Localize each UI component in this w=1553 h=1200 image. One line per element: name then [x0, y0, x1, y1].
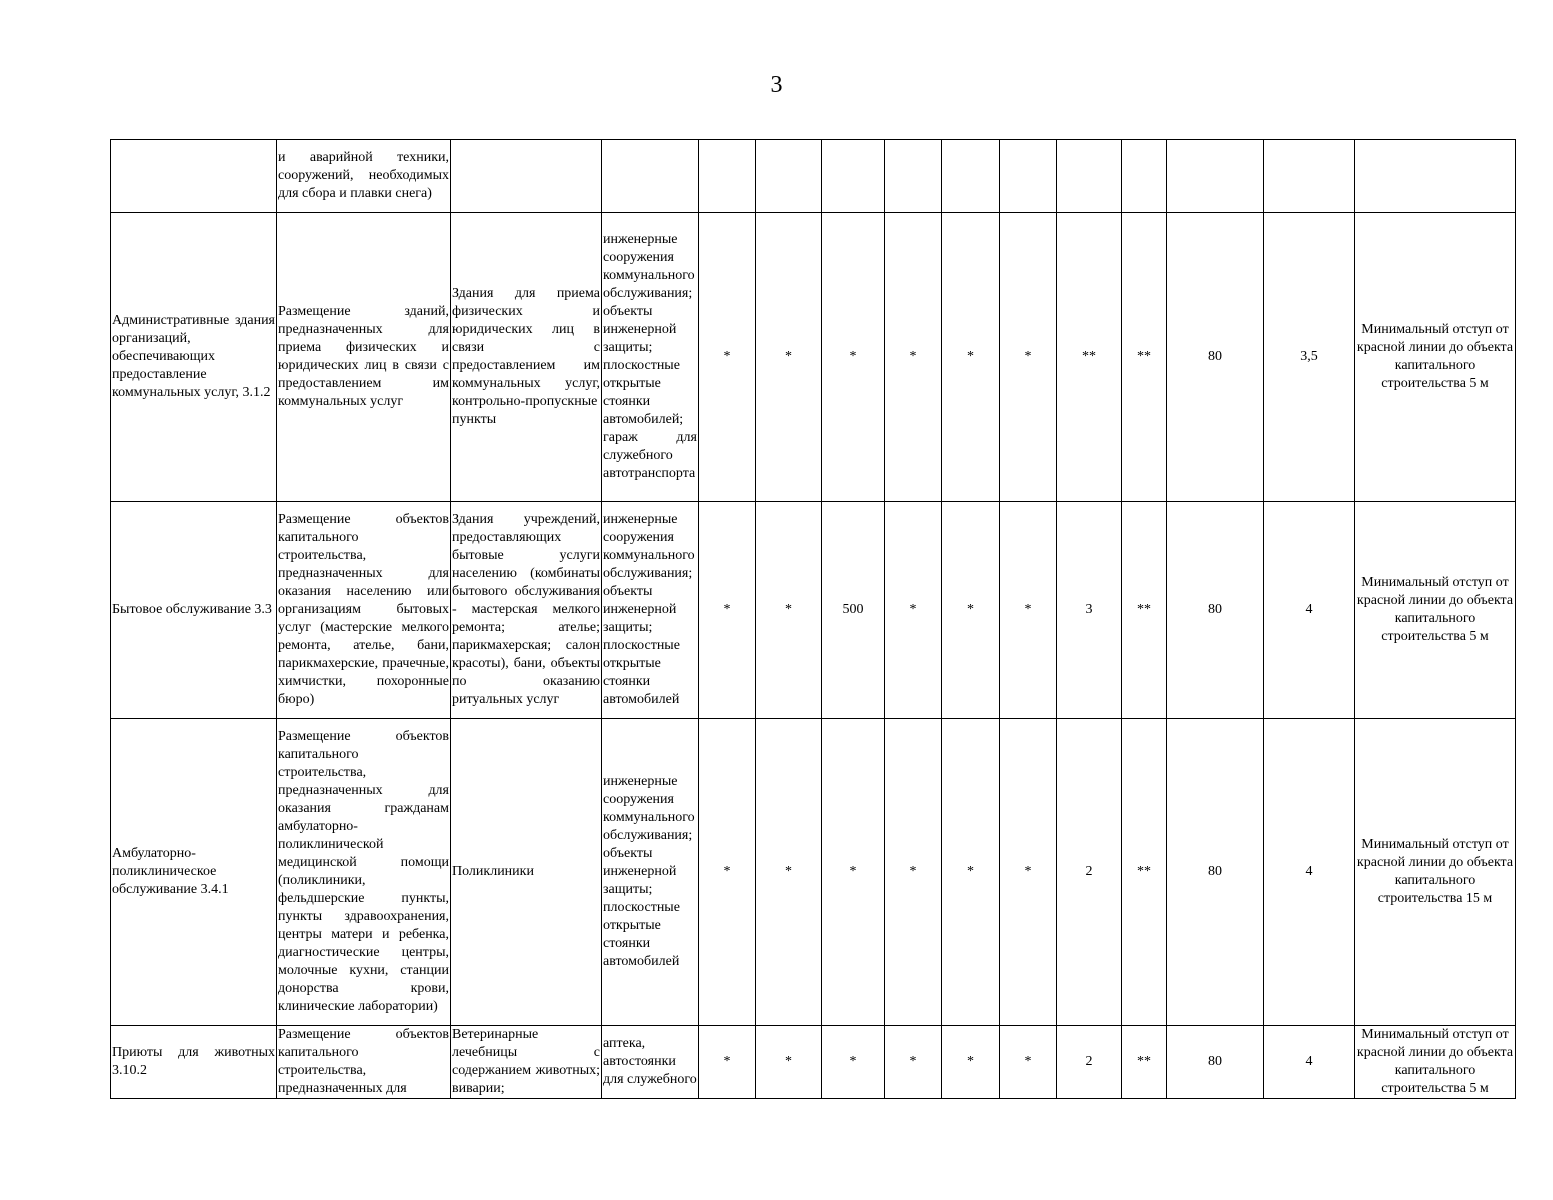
param-cell-7: 3 [1057, 502, 1122, 719]
param-cell-8: ** [1122, 502, 1167, 719]
land-use-description-cell: Размещение объектов капитального строительства, предназначенных для оказания населению или организациям бытовых услуг (мастерские мелкого ремонта, ателье, бани, парикмахерские, прачечные, химчистки, похоронные бюро) [277, 502, 451, 719]
table-row [111, 213, 1516, 502]
auxiliary-use-cell: аптека, автостоянки для служебного [602, 1026, 699, 1099]
auxiliary-use-cell: инженерные сооружения коммунального обслуживания; объекты инженерной защиты; плоскостные открытые стоянки автомобилей [602, 502, 699, 719]
param-cell-1: * [699, 719, 756, 1026]
param-cell-3: * [822, 213, 885, 502]
auxiliary-use-cell [602, 140, 699, 213]
param-cell-5: * [942, 502, 1000, 719]
main-use-cell: Поликлиники [451, 719, 602, 1026]
param-cell-5 [942, 140, 1000, 213]
param-cell-3 [822, 140, 885, 213]
param-cell-8: ** [1122, 719, 1167, 1026]
param-cell-4: * [885, 1026, 942, 1099]
land-use-name-cell: Приюты для животных 3.10.2 [111, 1026, 277, 1099]
note-cell: Минимальный отступ от красной линии до объекта капитального строительства 15 м [1355, 719, 1516, 1026]
auxiliary-use-cell: инженерные сооружения коммунального обслуживания; объекты инженерной защиты; плоскостные открытые стоянки автомобилей; гараж для служебного автотранспорта [602, 213, 699, 502]
param-cell-5: * [942, 1026, 1000, 1099]
param-cell-9: 80 [1167, 502, 1264, 719]
page-number: 3 [770, 72, 783, 98]
param-cell-9 [1167, 140, 1264, 213]
land-use-name-cell: Административные здания организаций, обеспечивающих предоставление коммунальных услуг, 3.1.2 [111, 213, 277, 502]
param-cell-1 [699, 140, 756, 213]
param-cell-4: * [885, 719, 942, 1026]
land-use-description-cell: Размещение объектов капитального строительства, предназначенных для [277, 1026, 451, 1099]
land-use-name-cell [111, 140, 277, 213]
param-cell-9: 80 [1167, 213, 1264, 502]
param-cell-8: ** [1122, 213, 1167, 502]
param-cell-9: 80 [1167, 1026, 1264, 1099]
param-cell-10: 4 [1264, 502, 1355, 719]
param-cell-3: * [822, 1026, 885, 1099]
table-row [111, 502, 1516, 719]
land-use-regulations-table [110, 139, 1516, 1099]
land-use-description-cell: Размещение объектов капитального строительства, предназначенных для оказания гражданам амбулаторно-поликлинической медицинской помощи (поликлиники, фельдшерские пункты, пункты здравоохранения, центры матери и ребенка, диагностические центры, молочные кухни, станции донорства крови, клинические лаборатории) [277, 719, 451, 1026]
note-cell: Минимальный отступ от красной линии до объекта капитального строительства 5 м [1355, 502, 1516, 719]
param-cell-7: 2 [1057, 719, 1122, 1026]
param-cell-2: * [756, 502, 822, 719]
table-row [111, 719, 1516, 1026]
param-cell-6 [1000, 140, 1057, 213]
param-cell-6: * [1000, 719, 1057, 1026]
param-cell-1: * [699, 1026, 756, 1099]
param-cell-10: 3,5 [1264, 213, 1355, 502]
param-cell-1: * [699, 213, 756, 502]
param-cell-10: 4 [1264, 1026, 1355, 1099]
param-cell-2: * [756, 719, 822, 1026]
param-cell-4: * [885, 213, 942, 502]
param-cell-7: ** [1057, 213, 1122, 502]
param-cell-5: * [942, 719, 1000, 1026]
auxiliary-use-cell: инженерные сооружения коммунального обслуживания; объекты инженерной защиты; плоскостные открытые стоянки автомобилей [602, 719, 699, 1026]
param-cell-2: * [756, 1026, 822, 1099]
main-use-cell: Здания учреждений, предоставляющих бытовые услуги населению (комбинаты бытового обслуживания - мастерская мелкого ремонта; ателье; парикмахерская; салон красоты), бани, объекты по оказанию ритуальных услуг [451, 502, 602, 719]
note-cell: Минимальный отступ от красной линии до объекта капитального строительства 5 м [1355, 1026, 1516, 1099]
land-use-description-cell: и аварийной техники, сооружений, необходимых для сбора и плавки снега) [277, 140, 451, 213]
param-cell-2 [756, 140, 822, 213]
param-cell-3: 500 [822, 502, 885, 719]
param-cell-6: * [1000, 1026, 1057, 1099]
land-use-name-cell: Амбулаторно-поликлиническое обслуживание 3.4.1 [111, 719, 277, 1026]
table-row [111, 1026, 1516, 1099]
main-use-cell: Ветеринарные лечебницы с содержанием животных; виварии; [451, 1026, 602, 1099]
param-cell-10: 4 [1264, 719, 1355, 1026]
land-use-name-cell: Бытовое обслуживание 3.3 [111, 502, 277, 719]
param-cell-5: * [942, 213, 1000, 502]
param-cell-3: * [822, 719, 885, 1026]
param-cell-4 [885, 140, 942, 213]
param-cell-1: * [699, 502, 756, 719]
param-cell-2: * [756, 213, 822, 502]
param-cell-8 [1122, 140, 1167, 213]
param-cell-4: * [885, 502, 942, 719]
table-row [111, 140, 1516, 213]
param-cell-7 [1057, 140, 1122, 213]
param-cell-6: * [1000, 502, 1057, 719]
param-cell-9: 80 [1167, 719, 1264, 1026]
land-use-description-cell: Размещение зданий, предназначенных для приема физических и юридических лиц в связи с предоставлением им коммунальных услуг [277, 213, 451, 502]
param-cell-6: * [1000, 213, 1057, 502]
param-cell-7: 2 [1057, 1026, 1122, 1099]
main-use-cell: Здания для приема физических и юридических лиц в связи с предоставлением им коммунальных услуг, контрольно-пропускные пункты [451, 213, 602, 502]
param-cell-8: ** [1122, 1026, 1167, 1099]
note-cell: Минимальный отступ от красной линии до объекта капитального строительства 5 м [1355, 213, 1516, 502]
param-cell-10 [1264, 140, 1355, 213]
main-use-cell [451, 140, 602, 213]
note-cell [1355, 140, 1516, 213]
